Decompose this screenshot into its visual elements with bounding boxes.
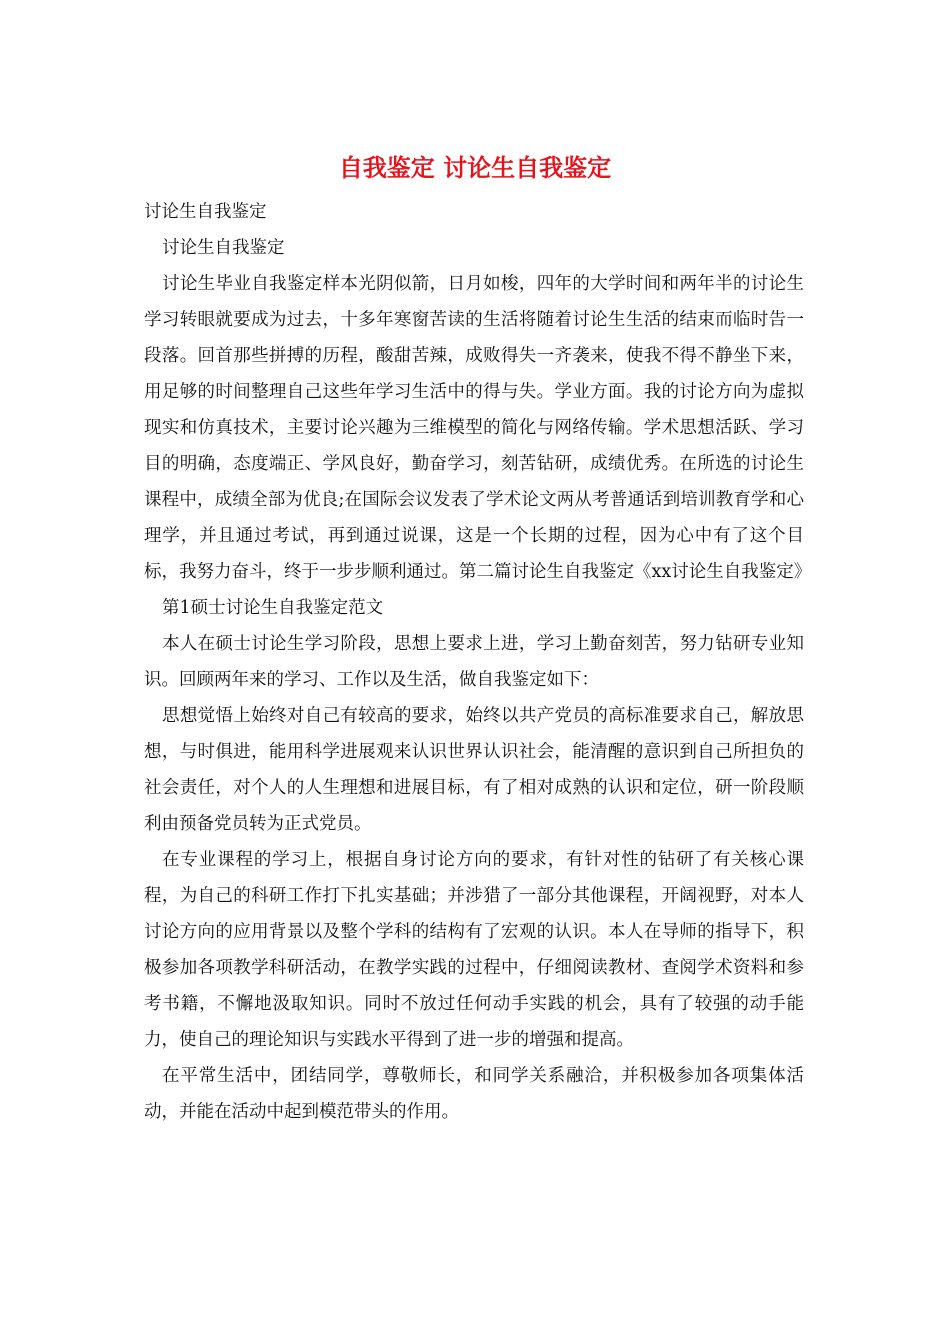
paragraph-overview: 本人在硕士讨论生学习阶段，思想上要求上进，学习上勤奋刻苦，努力钻研专业知识。回顾两年来的学习、工作以及生活，做自我鉴定如下： <box>144 634 804 690</box>
paragraph-intro: 讨论生毕业自我鉴定样本光阴似箭，日月如梭，四年的大学时间和两年半的讨论生学习转眼就要成为过去，十多年寒窗苦读的生活将随着讨论生生活的结束而临时告一段落。回首那些拼搏的历程，酸甜苦辣，成败得失一齐袭来，使我不得不静坐下来，用足够的时间整理自己这些年学习生活中的得与失。学业方面。我的讨论方向为虚拟现实和仿真技术，主要讨论兴趣为三维模型的简化与网络传输。学术思想活跃、学习目的明确，态度端正、学风良好，勤奋学习，刻苦钻研，成绩优秀。在所选的讨论生课程中，成绩全部为优良;在国际会议发表了学术论文两从考普通话到培训教育学和心理学，并且通过考试，再到通过说课，这是一个长期的过程，因为心中有了这个目标，我努力奋斗，终于一步步顺利通过。第二篇讨论生自我鉴定《xx讨论生自我鉴定》 <box>144 274 812 582</box>
document-body <box>144 194 812 1130</box>
paragraph-coursework: 在专业课程的学习上，根据自身讨论方向的要求，有针对性的钻研了有关核心课程，为自己的科研工作打下扎实基础；并涉猎了一部分其他课程，开阔视野，对本人讨论方向的应用背景以及整个学科的结构有了宏观的认识。本人在导师的指导下，积极参加各项教学科研活动，在教学实践的过程中，仔细阅读教材、查阅学术资料和参考书籍，不懈地汲取知识。同时不放过任何动手实践的机会，具有了较强的动手能力，使自己的理论知识与实践水平得到了进一步的增强和提高。 <box>144 850 804 1050</box>
paragraph-heading: 讨论生自我鉴定 <box>144 202 267 222</box>
paragraph-section-title: 第1硕士讨论生自我鉴定范文 <box>162 598 384 618</box>
paragraph-ideology: 思想觉悟上始终对自己有较高的要求，始终以共产党员的高标准要求自己，解放思想，与时俱进，能用科学进展观来认识世界认识社会，能清醒的意识到自己所担负的社会责任，对个人的人生理想和进展目标，有了相对成熟的认识和定位，研一阶段顺利由预备党员转为正式党员。 <box>144 706 804 834</box>
document-title: 自我鉴定 讨论生自我鉴定 <box>338 153 612 182</box>
paragraph-daily-life: 在平常生活中，团结同学，尊敬师长，和同学关系融洽，并积极参加各项集体活动，并能在活动中起到模范带头的作用。 <box>144 1066 804 1122</box>
paragraph-subheading: 讨论生自我鉴定 <box>162 238 285 258</box>
